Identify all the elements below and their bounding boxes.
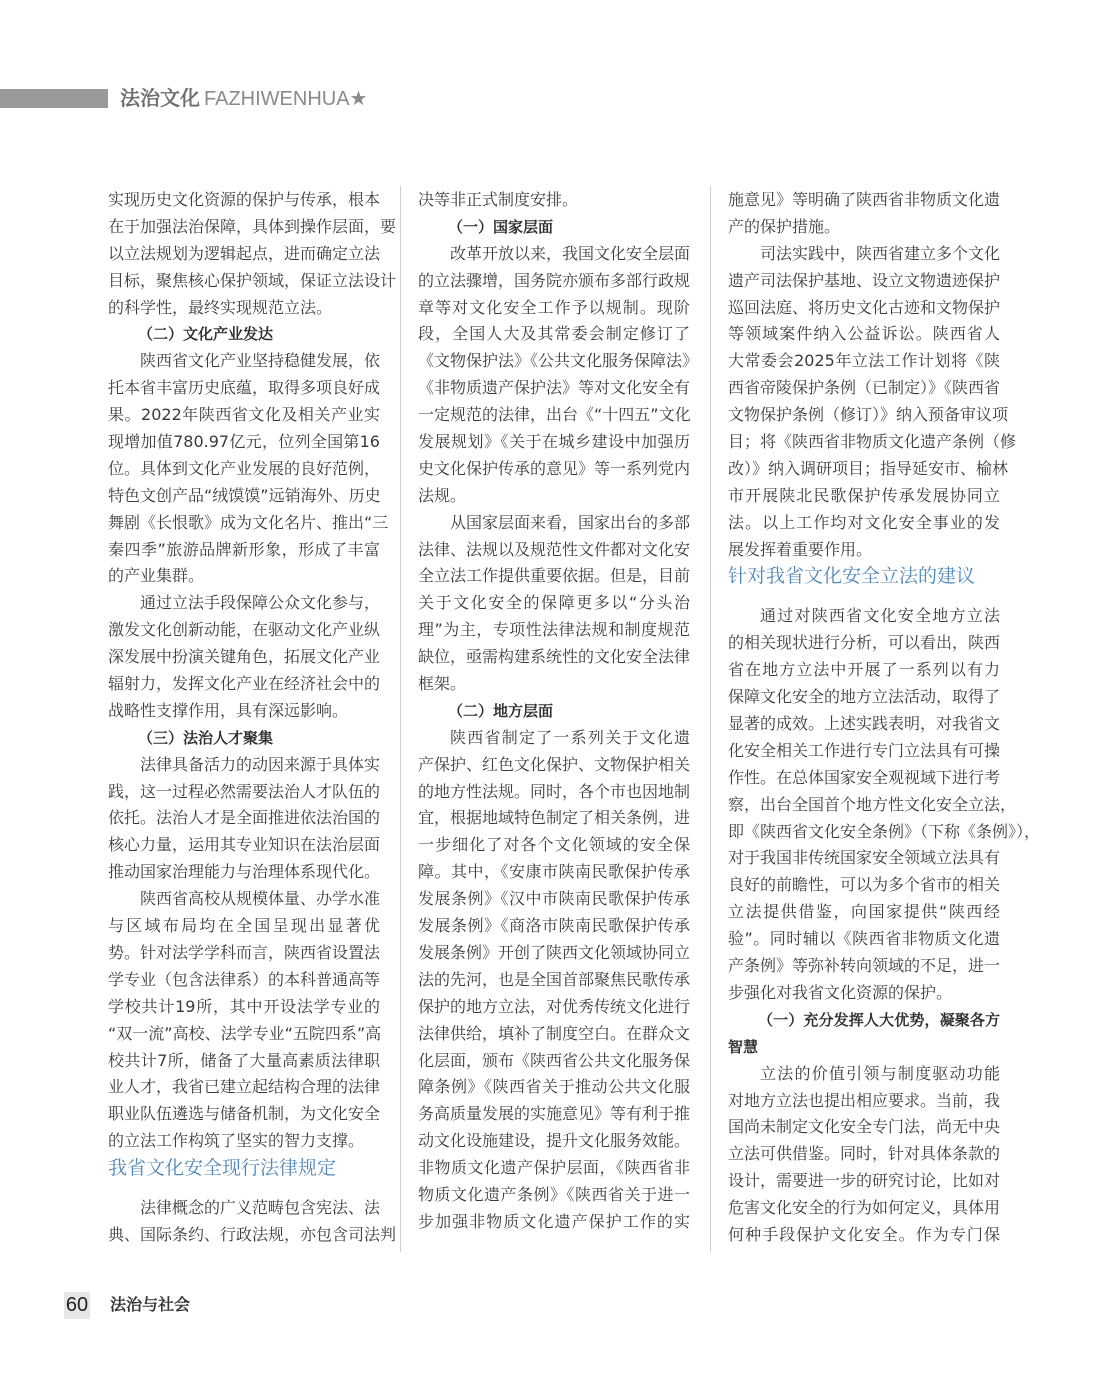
text-line: 通过立法手段保障公众文化参与， [140,593,381,613]
text-line: 显著的成效。上述实践表明，对我省文 [728,714,1001,734]
text-line: 西省帝陵保护条例（已制定）》《陕西省 [728,378,1001,398]
text-line: 发展条例》《汉中市陕南民歌保护传承 [418,889,690,909]
text-line: 司法实践中，陕西省建立多个文化 [760,243,1001,263]
text-line: 非物质文化遗产保护层面，《陕西省非 [418,1158,690,1178]
text-line: 发展条例》开创了陕西文化领域协同立 [418,942,691,962]
subheading [418,214,690,241]
text-line: 法律概念的广义范畴包含宪法、法 [140,1198,381,1218]
text-line: 章等对文化安全工作予以规制。现阶 [418,297,690,317]
text-line: 对于我国非传统国家安全领域立法具有 [728,848,1001,868]
text-line: 改）》纳入调研项目；指导延安市、榆林 [728,458,1009,478]
text-line: 法规。 [418,485,467,505]
text-line: 与区域布局均在全国呈现出显著优 [108,916,380,936]
text-line: 发展规划》《关于在城乡建设中加强历 [418,432,690,452]
text-line: 史文化保护传承的意见》等一系列党内 [418,458,691,478]
text-line: 务高质量发展的实施意见》等有利于推 [418,1104,691,1124]
text-line: 《非物质遗产保护法》等对文化安全有 [418,378,691,398]
text-line: 危害文化安全的行为如何定义，具体用 [728,1198,1001,1218]
paragraph [418,725,690,1236]
text-line: 陕西省制定了一系列关于文化遗 [450,727,690,747]
text-line: 践，这一过程必然需要法治人才队伍的 [108,781,381,801]
text-line: 作性。在总体国家安全观视域下进行考 [728,767,1001,787]
paragraph [108,1195,397,1249]
text-line: 现增加值780.97亿元，位列全国第16 [108,432,380,452]
text-line: 的立法工作构筑了坚实的智力支撑。 [108,1131,365,1151]
text-line: 宜，根据地域特色制定了相关条例，进 [418,808,691,828]
text-line: 的立法骤增，国务院亦颁布多部行政规 [418,270,691,290]
text-line: 何种手段保护文化安全。作为专门保 [728,1224,1000,1244]
article-column-3 [728,187,1041,1249]
text-line: 立法可供借鉴。同时，针对具体条款的 [728,1144,1001,1164]
text-line: 动文化设施建设，提升文化服务效能。 [418,1131,691,1151]
text-line: 化层面，颁布《陕西省公共文化服务保 [418,1050,691,1070]
text-line: 遗产司法保护基地、设立文物遗迹保护 [728,270,1001,290]
text-line: 的科学性，最终实现规范立法。 [108,297,333,317]
text-line: 的地方性法规。同时，各个市也因地制 [418,781,691,801]
text-line: 位。具体到文化产业发展的良好范例， [108,458,381,478]
text-line: 产的保护措施。 [728,216,841,236]
text-line: 文物保护条例（修订）》纳入预备审议项 [728,405,1009,425]
text-line: 障。其中，《安康市陕南民歌保护传承 [418,862,690,882]
text-line: 校共计7所，储备了大量高素质法律职 [108,1050,380,1070]
text-line: 战略性支撑作用，具有深远影响。 [108,700,349,720]
text-line: 秦四季”旅游品牌新形象，形成了丰富 [108,539,380,559]
text-line: 市开展陕北民歌保护传承发展协同立 [728,485,1000,505]
text-line: 的产业集群。 [108,566,205,586]
text-line: 实现历史文化资源的保护与传承，根本 [108,190,381,209]
text-line: 物质文化遗产条例》《陕西省关于进一 [418,1184,690,1204]
subheading [728,1007,1000,1061]
text-line: 托本省丰富历史底蕴，取得多项良好成 [108,378,381,398]
column-divider [400,186,401,1252]
text-line: （一）充分发挥人大优势，凝聚各方 [758,1010,1000,1029]
text-line: 即《陕西省文化安全条例》（下称《条例》）， [728,821,1041,841]
text-line: 对地方立法也提出相应要求。当前，我 [728,1090,1001,1110]
paragraph [108,886,380,1155]
text-line: （二）文化产业发达 [138,325,274,344]
text-line: 法律供给，填补了制度空白。在群众文 [418,1023,691,1043]
text-line: 通过对陕西省文化安全地方立法 [760,606,1000,626]
text-line: 一步细化了对各个文化领域的安全保 [418,835,690,855]
text-line: 化安全相关工作进行专门立法具有可操 [728,740,1001,760]
text-line: 步强化对我省文化资源的保护。 [728,982,953,1002]
paragraph [108,590,380,724]
text-line: 大常委会2025年立法工作计划将《陕 [728,351,1000,371]
text-line: （二）地方层面 [448,701,554,720]
text-line: 巡回法庭、将历史文化古迹和文物保护 [728,297,1001,317]
text-line: 保护的地方立法，对优秀传统文化进行 [418,996,691,1016]
text-line: 智慧 [728,1037,759,1056]
text-line: 国尚未制定文化安全专门法，尚无中央 [728,1117,1001,1137]
text-line: 产条例》等弥补转向领域的不足，进一 [728,956,1001,976]
text-line: 产保护、红色文化保护、文物保护相关 [418,754,691,774]
text-line: “双一流”高校、法学专业“五院四系”高 [108,1023,382,1043]
subheading [418,698,690,725]
text-line: 展发挥着重要作用。 [728,539,873,559]
text-line: 障条例》《陕西省关于推动公共文化服 [418,1077,690,1097]
paragraph [728,1061,1000,1249]
section-title-cn: 法治文化 [120,86,200,110]
text-line: 依托。法治人才是全面推进依法治国的 [108,808,381,828]
text-line: 全立法工作提供重要依据。但是，目前 [418,566,691,586]
section-heading: 针对我省文化安全立法的建议 [728,565,976,588]
text-line: 以立法规划为逻辑起点，进而确定立法 [108,243,381,263]
text-line: 改革开放以来，我国文化安全层面 [450,243,691,263]
paragraph [728,603,1041,1006]
section-title-en: FAZHIWENHUA★ [204,88,368,110]
text-line: 法的先河，也是全国首部聚焦民歌传承 [418,969,691,989]
text-line: 保障文化安全的地方立法活动，取得了 [728,687,1001,707]
text-line: （三）法治人才聚集 [138,728,274,747]
text-line: 目标，聚焦核心保护领域，保证立法设计 [108,270,397,290]
text-line: 良好的前瞻性，可以为多个省市的相关 [728,875,1001,895]
text-line: 一定规范的法律，出台《“十四五”文化 [418,405,691,425]
text-line: 关于文化安全的保障更多以“分头治 [418,593,690,613]
section-header [120,86,368,111]
section-heading: 我省文化安全现行法律规定 [108,1157,337,1180]
text-line: 在于加强法治保障，具体到操作层面，要 [108,216,397,236]
text-line: 法。以上工作均对文化安全事业的发 [728,512,1000,532]
text-line: 势。针对法学学科而言，陕西省设置法 [108,942,381,962]
article-column-1 [108,187,397,1249]
text-line: （一）国家层面 [448,217,554,236]
text-line: 典、国际条约、行政法规，亦包含司法判 [108,1224,397,1244]
article-column-2 [418,187,699,1236]
text-line: 设计，需要进一步的研究讨论，比如对 [728,1171,1001,1191]
text-line: 立法的价值引领与制度驱动功能 [760,1063,1000,1083]
text-line: 步加强非物质文化遗产保护工作的实 [418,1211,690,1231]
text-line: 等领域案件纳入公益诉讼。陕西省人 [728,324,1000,344]
column-divider [710,186,711,1252]
text-line: 陕西省高校从规模体量、办学水准 [140,889,381,909]
text-line: 框架。 [418,674,467,694]
text-line: 决等非正式制度安排。 [418,190,579,209]
header-bar [0,89,108,108]
text-line: 陕西省文化产业坚持稳健发展，依 [140,351,381,371]
text-line: 验”。同时辅以《陕西省非物质文化遗 [728,929,1000,949]
text-line: 缺位，亟需构建系统性的文化安全法律 [418,647,691,667]
text-line: 激发文化创新动能，在驱动文化产业纵 [108,620,381,640]
subheading [108,321,380,348]
text-line: 深发展中扮演关键角色，拓展文化产业 [108,647,381,667]
text-line: 推动国家治理能力与治理体系现代化。 [108,862,381,882]
paragraph [108,187,397,321]
text-line: 舞剧《长恨歌》成为文化名片、推出“三 [108,512,389,532]
text-line: 职业队伍遴选与储备机制，为文化安全 [108,1104,381,1124]
text-line: 立法提供借鉴，向国家提供“陕西经 [728,902,1000,922]
text-line: 特色文创产品“绒馍馍”远销海外、历史 [108,485,381,505]
text-line: 辐射力，发挥文化产业在经济社会中的 [108,674,381,694]
paragraph [728,241,1017,564]
page-number: 60 [64,1292,90,1319]
paragraph [418,510,690,698]
text-line: 目；将《陕西省非物质文化遗产条例（修 [728,432,1017,452]
text-line: 法律、法规以及规范性文件都对文化安 [418,539,691,559]
magazine-name: 法治与社会 [110,1295,191,1314]
paragraph [108,752,380,886]
text-line: 段，全国人大及其常委会制定修订了 [418,324,690,344]
text-line: 发展条例》《商洛市陕南民歌保护传承 [418,916,690,936]
text-line: 从国家层面来看，国家出台的多部 [450,512,691,532]
text-line: 学校共计19所，其中开设法学专业的 [108,996,380,1016]
text-line: 法律具备活力的动因来源于具体实 [140,754,381,774]
text-line: 业人才，我省已建立起结构合理的法律 [108,1077,381,1097]
paragraph [418,241,699,510]
text-line: 省在地方立法中开展了一系列以有力 [728,660,1000,680]
text-line: 的相关现状进行分析，可以看出，陕西 [728,633,1001,653]
text-line: 施意见》等明确了陕西省非物质文化遗 [728,190,1001,209]
text-line: 理”为主，专项性法律法规和制度规范 [418,620,690,640]
text-line: 核心力量，运用其专业知识在法治层面 [108,835,381,855]
text-line: 察，出台全国首个地方性文化安全立法， [728,794,1017,814]
paragraph [418,187,690,214]
text-line: 《文物保护法》《公共文化服务保障法》 [418,351,699,371]
text-line: 果。2022年陕西省文化及相关产业实 [108,405,380,425]
text-line: 学专业（包含法律系）的本科普通高等 [108,969,381,989]
paragraph [108,348,389,590]
subheading [108,725,380,752]
paragraph [728,187,1000,241]
